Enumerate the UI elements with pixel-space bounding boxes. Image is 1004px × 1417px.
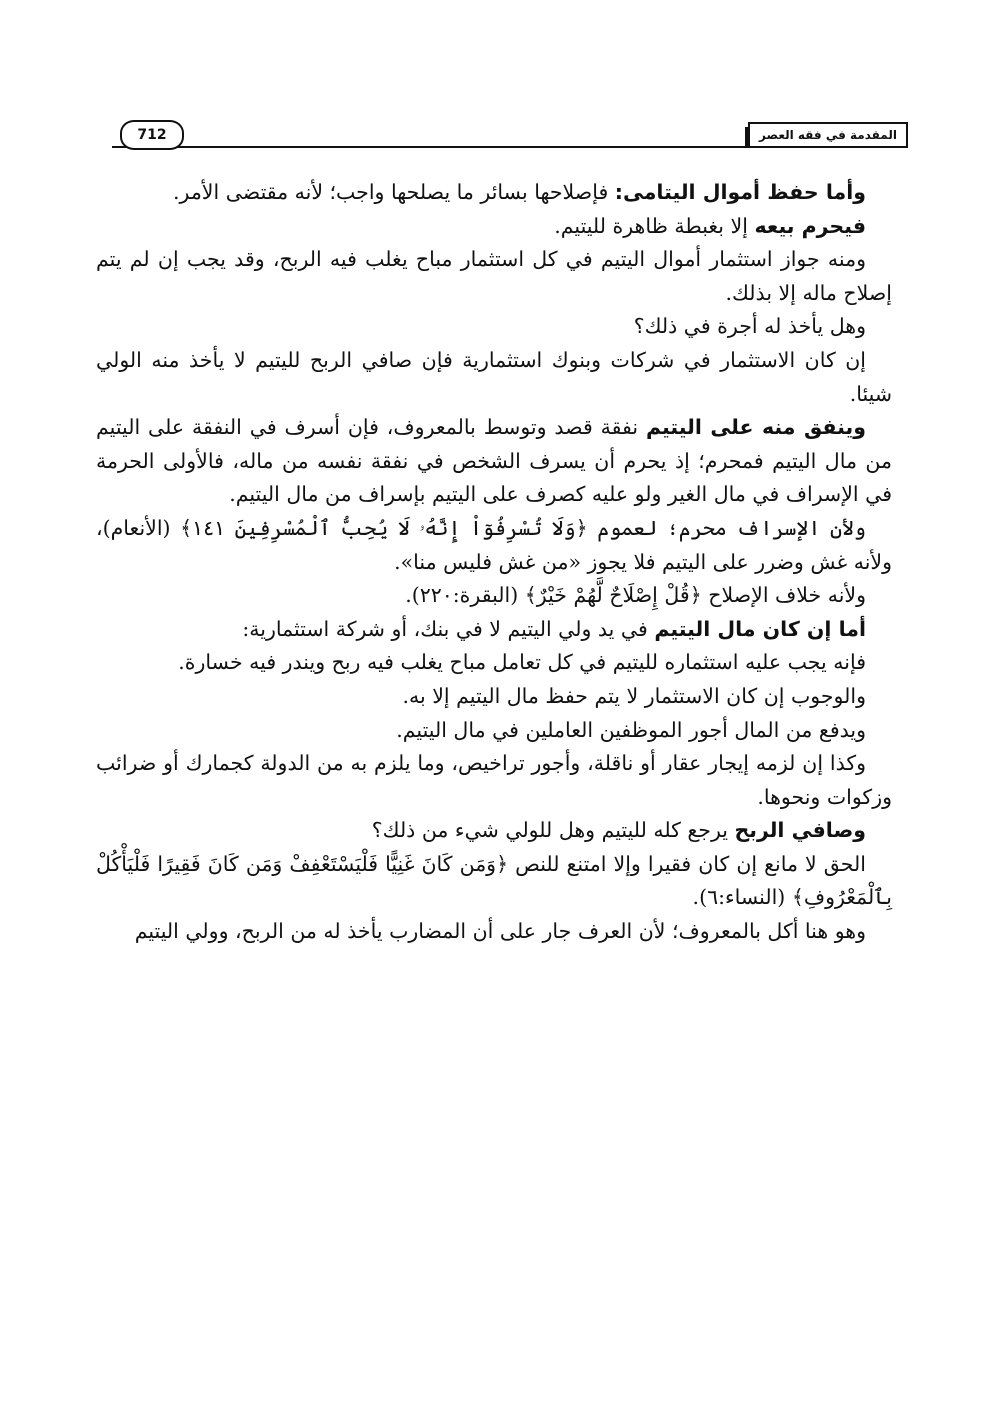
verse-reference: (الأنعام)، ولأنه غش وضرر على اليتيم فلا يجوز «من غش فليس منا». (96, 515, 892, 574)
paragraph-text: ولأن الإسراف محرم؛ لعموم (587, 515, 866, 540)
book-title: المقدمة في فقه العصر (748, 122, 908, 146)
paragraph-7 (96, 512, 892, 579)
quran-verse: ﴿قُلْ إِصْلَاحٌ لَّهُمْ خَيْرٌ﴾ (524, 583, 702, 608)
paragraph-text: ويدفع من المال أجور الموظفين العاملين في مال اليتيم. (396, 717, 866, 742)
quran-verse: ﴿وَلَا تُسْرِفُوٓاْ إِنَّهُۥ لَا يُحِبُّ ٱلْمُسْرِفِينَ ١٤١﴾ (180, 515, 588, 540)
paragraph-text: إلا بغبطة ظاهرة لليتيم. (554, 213, 755, 238)
paragraph-text: ومنه جواز استثمار أموال اليتيم في كل استثمار مباح يغلب فيه الربح، وقد يجب إن لم يتم إصلاح ماله إلا بذلك. (96, 247, 892, 305)
paragraph-9 (96, 613, 892, 647)
verse-reference: (البقرة:٢٢٠). (405, 583, 525, 608)
paragraph-lead: وينفق منه على اليتيم (645, 415, 866, 440)
paragraph-lead: وأما حفظ أموال اليتامى: (614, 180, 866, 204)
paragraph-10 (96, 646, 892, 680)
paragraph-4 (96, 310, 892, 344)
paragraph-text: فإنه يجب عليه استثماره لليتيم في كل تعامل مباح يغلب فيه ربح ويندر فيه خسارة. (178, 650, 866, 675)
paragraph-text: وهل يأخذ له أجرة في ذلك؟ (633, 314, 866, 339)
paragraph-3 (96, 243, 892, 310)
paragraph-text: نفقة قصد وتوسط بالمعروف، فإن أسرف في النفقة على اليتيم من مال اليتيم فمحرم؛ إذ يحرم أن يسرف الشخص في نفقة نفسه من ماله، فالأولى الحرمة في الإسراف في مال الغير ولو عليه كصرف على اليتيم بإسراف من مال اليتيم. (96, 415, 892, 507)
paragraph-8 (96, 579, 892, 613)
paragraph-12 (96, 714, 892, 748)
page-body (96, 176, 892, 949)
quran-verse: ﴿وَمَن كَانَ غَنِيًّا فَلْيَسْتَعْفِفْ وَمَن كَانَ فَقِيرًا فَلْيَأْكُلْ بِٱلْمَعْرُوفِ﴾ (96, 851, 892, 910)
paragraph-text: إن كان الاستثمار في شركات وبنوك استثمارية فإن صافي الربح لليتيم لا يأخذ منه الولي شيئا. (96, 347, 892, 406)
paragraph-lead: وصافي الربح (734, 818, 866, 843)
paragraph-14 (96, 814, 892, 848)
paragraph-6 (96, 411, 892, 512)
paragraph-11 (96, 680, 892, 714)
paragraph-text: فإصلاحها بسائر ما يصلحها واجب؛ لأنه مقتضى الأمر. (173, 180, 615, 204)
paragraph-text: والوجوب إن كان الاستثمار لا يتم حفظ مال اليتيم إلا به. (402, 683, 866, 708)
page-header (112, 118, 908, 150)
paragraph-text: يرجع كله لليتيم وهل للولي شيء من ذلك؟ (371, 818, 735, 843)
paragraph-13 (96, 747, 892, 814)
paragraph-text: في يد ولي اليتيم لا في بنك، أو شركة استثمارية: (242, 616, 655, 641)
paragraph-5 (96, 344, 892, 411)
paragraph-1 (96, 176, 892, 210)
header-rule (112, 146, 908, 148)
paragraph-15 (96, 848, 892, 915)
paragraph-lead: فيحرم بيعه (754, 213, 866, 238)
paragraph-16 (96, 915, 892, 949)
paragraph-text: وهو هنا أكل بالمعروف؛ لأن العرف جار على أن المضارب يأخذ له من الربح، وولي اليتيم (134, 919, 866, 944)
page-number: 712 (120, 120, 184, 150)
paragraph-lead: أما إن كان مال اليتيم (654, 616, 866, 641)
paragraph-text: ولأنه خلاف الإصلاح (701, 583, 866, 608)
paragraph-2 (96, 210, 892, 244)
paragraph-text: الحق لا مانع إن كان فقيرا وإلا امتنع للنص (508, 851, 866, 876)
verse-reference: (النساء:٦). (692, 885, 792, 910)
paragraph-text: وكذا إن لزمه إيجار عقار أو ناقلة، وأجور تراخيص، وما يلزم به من الدولة كجمارك أو ضرائب وزكوات ونحوها. (96, 751, 892, 809)
